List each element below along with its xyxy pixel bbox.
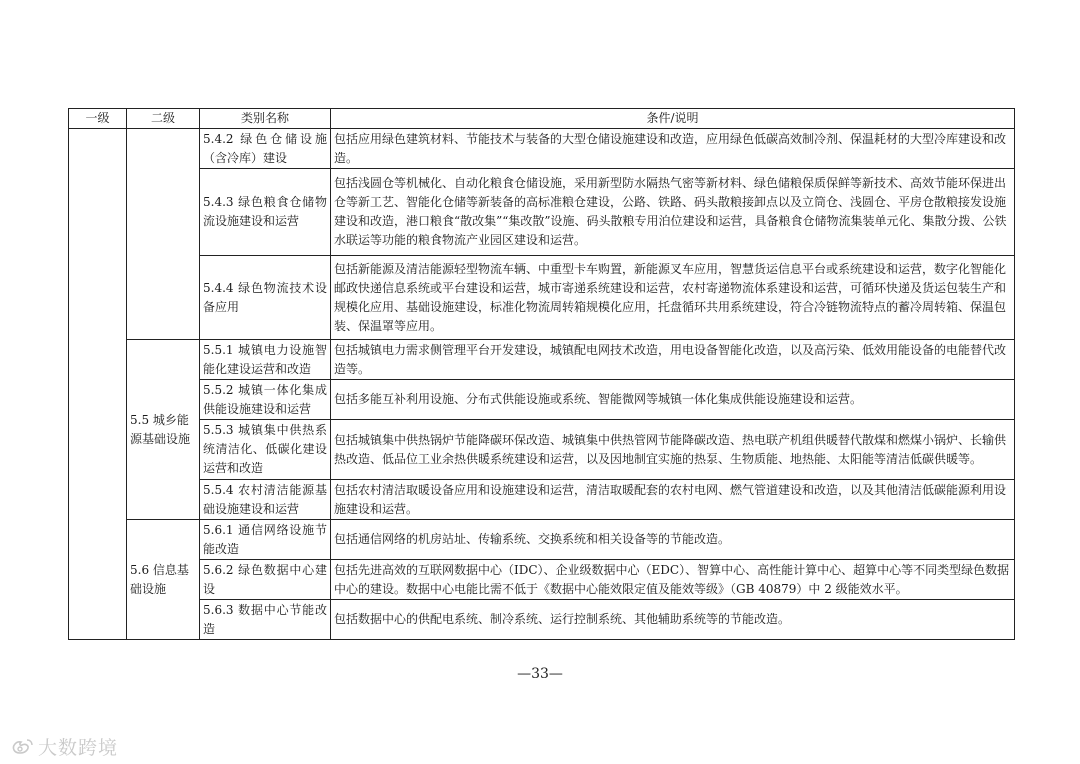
level2-category: 5.6 信息基础设施 [127, 520, 200, 640]
level2-cell-empty [127, 129, 200, 340]
table-row [69, 480, 1015, 520]
category-name: 5.4.4 绿色物流技术设备应用 [200, 256, 331, 340]
table-row [69, 520, 1015, 560]
category-description: 包括多能互补利用设施、分布式供能设施或系统、智能微网等城镇一体化集成供能设施建设和运营。 [331, 380, 1015, 420]
table-row [69, 380, 1015, 420]
header-level2: 二级 [127, 109, 200, 129]
category-name: 5.5.4 农村清洁能源基础设施建设和运营 [200, 480, 331, 520]
classification-table [68, 108, 1015, 640]
table-header-row [69, 109, 1015, 129]
category-name: 5.5.3 城镇集中供热系统清洁化、低碳化建设运营和改造 [200, 420, 331, 480]
category-description: 包括应用绿色建筑材料、节能技术与装备的大型仓储设施建设和改造，应用绿色低碳高效制冷剂、保温耗材的大型冷库建设和改造。 [331, 129, 1015, 169]
table-row [69, 169, 1015, 256]
table-row [69, 256, 1015, 340]
category-name: 5.6.1 通信网络设施节能改造 [200, 520, 331, 560]
category-description: 包括先进高效的互联网数据中心（IDC）、企业级数据中心（EDC）、智算中心、高性能计算中心、超算中心等不同类型绿色数据中心的建设。数据中心电能比需不低于《数据中心能效限定值及能效等级》（GB 40879）中 2 级能效水平。 [331, 560, 1015, 600]
page-number: —33— [517, 666, 563, 682]
table-row [69, 420, 1015, 480]
header-category: 类别名称 [200, 109, 331, 129]
category-description: 包括农村清洁取暖设备应用和设施建设和运营，清洁取暖配套的农村电网、燃气管道建设和改造，以及其他清洁低碳能源利用设施建设和运营。 [331, 480, 1015, 520]
category-name: 5.6.2 绿色数据中心建设 [200, 560, 331, 600]
table-row [69, 129, 1015, 169]
category-name: 5.5.2 城镇一体化集成供能设施建设和运营 [200, 380, 331, 420]
header-level1: 一级 [69, 109, 127, 129]
category-description: 包括城镇电力需求侧管理平台开发建设，城镇配电网技术改造，用电设备智能化改造，以及高污染、低效用能设备的电能替代改造等。 [331, 340, 1015, 380]
category-description: 包括新能源及清洁能源轻型物流车辆、中重型卡车购置，新能源叉车应用，智慧货运信息平台或系统建设和运营，数字化智能化邮政快递信息系统或平台建设和运营，城市寄递系统建设和运营，农村寄递物流体系建设和运营，可循环快递及货运包装生产和规模化应用、基础设施建设，标准化物流周转箱规模化应用，托盘循环共用系统建设，符合冷链物流特点的蓄冷周转箱、保温包装、保温罩等应用。 [331, 256, 1015, 340]
watermark [10, 733, 118, 760]
category-description: 包括数据中心的供配电系统、制冷系统、运行控制系统、其他辅助系统等的节能改造。 [331, 600, 1015, 640]
category-description: 包括城镇集中供热锅炉节能降碳环保改造、城镇集中供热管网节能降碳改造、热电联产机组供暖替代散煤和燃煤小锅炉、长输供热改造、低品位工业余热供暖系统建设和运营，以及因地制宜实施的热泵、生物质能、地热能、太阳能等清洁低碳供暖等。 [331, 420, 1015, 480]
category-description: 包括浅圆仓等机械化、自动化粮食仓储设施，采用新型防水隔热气密等新材料、绿色储粮保质保鲜等新技术、高效节能环保进出仓等新工艺、智能化仓储等新装备的高标准粮仓建设，公路、铁路、码头散粮接卸点以及立筒仓、浅圆仓、平房仓散粮接发设施建设和改造，港口粮食“散改集”“集改散”设施、码头散粮专用泊位建设和运营，具备粮食仓储物流集装单元化、集散分拨、公铁水联运等功能的粮食物流产业园区建设和运营。 [331, 169, 1015, 256]
category-name: 5.6.3 数据中心节能改造 [200, 600, 331, 640]
category-name: 5.4.3 绿色粮食仓储物流设施建设和运营 [200, 169, 331, 256]
level1-cell-empty [69, 129, 127, 640]
table-row [69, 600, 1015, 640]
level2-category: 5.5 城乡能源基础设施 [127, 340, 200, 520]
header-conditions: 条件/说明 [331, 109, 1015, 129]
category-name: 5.5.1 城镇电力设施智能化建设运营和改造 [200, 340, 331, 380]
weibo-style-logo-icon [10, 738, 34, 756]
category-name: 5.4.2 绿色仓储设施（含冷库）建设 [200, 129, 331, 169]
watermark-text: 大数跨境 [38, 737, 119, 759]
table-row [69, 560, 1015, 600]
category-description: 包括通信网络的机房站址、传输系统、交换系统和相关设备等的节能改造。 [331, 520, 1015, 560]
table-row [69, 340, 1015, 380]
